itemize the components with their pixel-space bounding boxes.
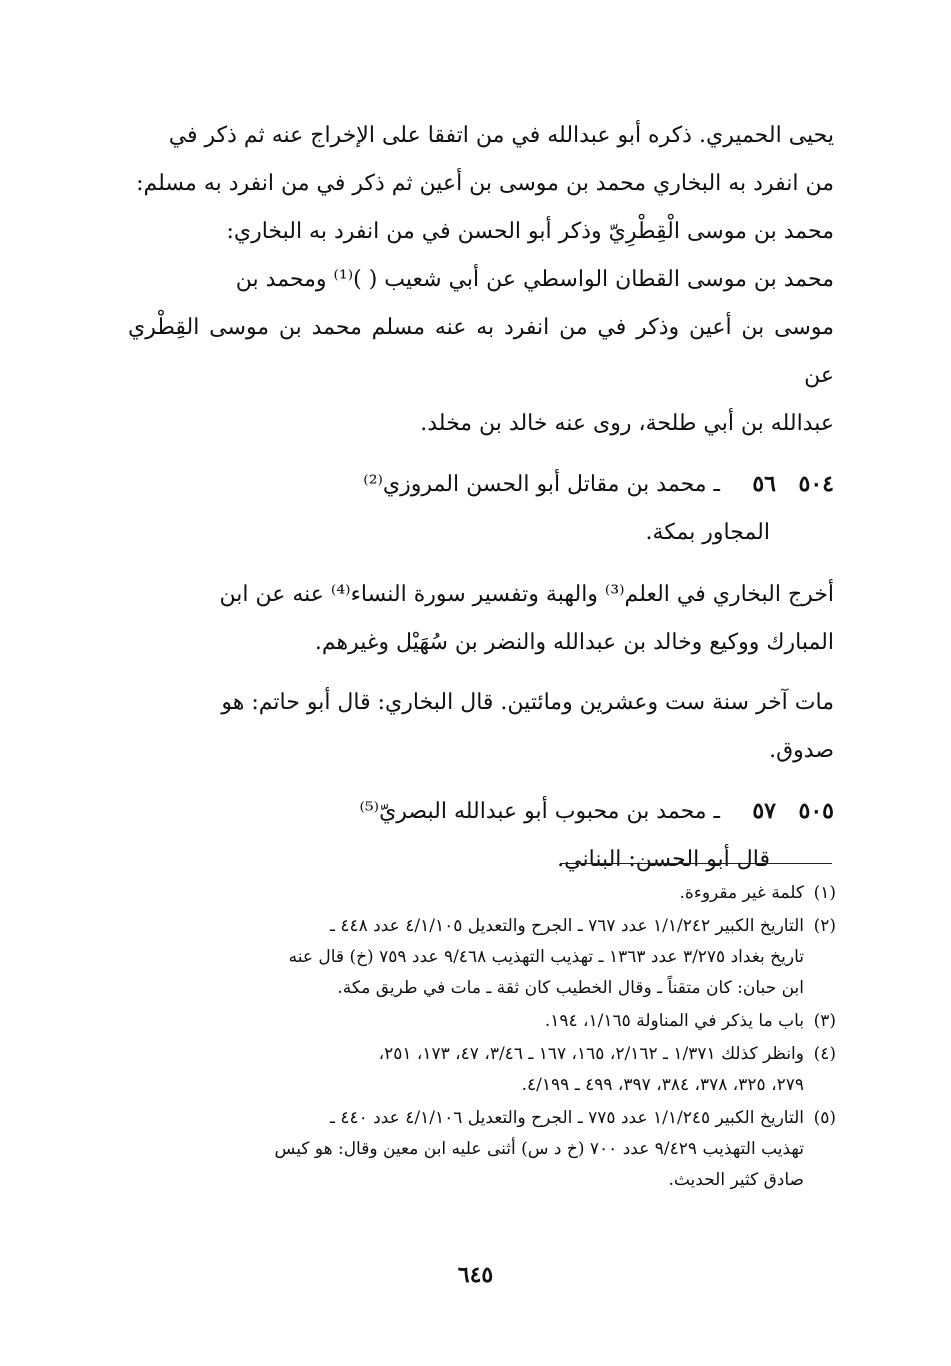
text-line: يحيى الحميري. ذكره أبو عبدالله في من اتفقا على الإخراج عنه ثم ذكر في [168,123,834,148]
entry-heading [128,460,834,509]
main-text [128,112,834,898]
text-line: محمد بن موسى القطان الواسطي عن أبي شعيب ( )⁽¹⁾ ومحمد بن [235,267,834,292]
text-line: صدوق. [769,738,834,763]
footnote [132,1039,836,1101]
footnote-line: ابن حبان: كان متقناً ـ وقال الخطيب كان ثقة ـ مات في طريق مكة. [337,978,804,998]
entry-name: ـ محمد بن مقاتل أبو الحسن المروزي⁽²⁾ [363,472,720,497]
footnote-text [132,878,804,909]
entry-heading [128,787,834,836]
footnote-line: تاريخ بغداد ٣/٢٧٥ عدد ١٣٦٣ ـ تهذيب التهذيب ٩/٤٦٨ عدد ٧٥٩ (خ) قال عنه [288,947,804,967]
text-line: أخرج البخاري في العلم⁽³⁾ والهبة وتفسير سورة النساء⁽⁴⁾ عنه عن ابن [219,582,834,607]
footnote-line: ٢٧٩، ٣٢٥، ٣٧٨، ٣٨٤، ٣٩٧، ٤٩٩ ـ ٤/١٩٩. [521,1075,804,1095]
paragraph [128,571,834,667]
footnote-number: (٤) [813,1044,836,1064]
footnote-number: (١) [813,883,836,903]
narrator-entry [128,460,834,557]
entry-subtitle: المجاور بمكة. [645,520,770,545]
footnote-text [132,911,804,1004]
footnote-line: كلمة غير مقروءة. [679,883,804,903]
text-line: عبدالله بن أبي طلحة، روى عنه خالد بن مخلد. [420,411,834,436]
text-line: موسى بن أعين وذكر في من انفرد به عنه مسلم محمد بن موسى القِطْري عن [128,315,834,388]
text-line: محمد بن موسى الْقِطْرِيّ وذكر أبو الحسن في من انفرد به البخاري: [226,219,834,244]
footnote [132,1006,836,1037]
text-line: المبارك ووكيع وخالد بن عبدالله والنضر بن سُهَيْل وغيرهم. [314,630,834,655]
footnote-number: (٥) [813,1108,836,1128]
entry-name: ـ محمد بن محبوب أبو عبدالله البصريّ⁽⁵⁾ [359,799,720,824]
entry-number: ٥٠٤ [798,471,834,497]
footnote-text [132,1006,804,1037]
entry-number: ٥٠٥ [798,798,834,824]
narrator-entry [128,787,834,884]
footnote-number: (٢) [813,916,836,936]
footnote [132,878,836,909]
footnote-divider [560,863,832,864]
footnote [132,1103,836,1196]
text-line: مات آخر سنة ست وعشرين ومائتين. قال البخاري: قال أبو حاتم: هو [221,690,834,715]
footnote-line: التاريخ الكبير ١/١/٢٤٥ عدد ٧٧٥ ـ الجرح والتعديل ٤/١/١٠٦ عدد ٤٤٠ ـ [329,1108,804,1128]
footnote-line: باب ما يذكر في المناولة ١/١٦٥، ١٩٤. [544,1011,804,1031]
footnote-line: التاريخ الكبير ١/١/٢٤٢ عدد ٧٦٧ ـ الجرح والتعديل ٤/١/١٠٥ عدد ٤٤٨ ـ [329,916,804,936]
footnote-text [132,1039,804,1101]
entry-subtitle: قال أبو الحسن: البناني. [557,847,770,872]
footnote-text [132,1103,804,1196]
footnote-line: تهذيب التهذيب ٩/٤٢٩ عدد ٧٠٠ (خ د س) أثنى عليه ابن معين وقال: هو كيس [274,1139,804,1159]
text-line: من انفرد به البخاري محمد بن موسى بن أعين ثم ذكر في من انفرد به مسلم: [136,171,834,196]
footnote-line: وانظر كذلك ١/٣٧١ ـ ٢/١٦٢، ١٦٥، ١٦٧ ـ ٣/٤٦، ٤٧، ١٧٣، ٢٥١، [378,1044,804,1064]
entry-sequence: ٥٧ [752,798,776,824]
entry-sequence: ٥٦ [752,471,776,497]
paragraph [128,112,834,448]
page-number: ٦٤٥ [457,1262,494,1288]
footnotes [132,878,836,1198]
footnote-line: صادق كثير الحديث. [668,1170,804,1190]
footnote [132,911,836,1004]
footnote-number: (٣) [813,1011,836,1031]
paragraph [128,679,834,775]
